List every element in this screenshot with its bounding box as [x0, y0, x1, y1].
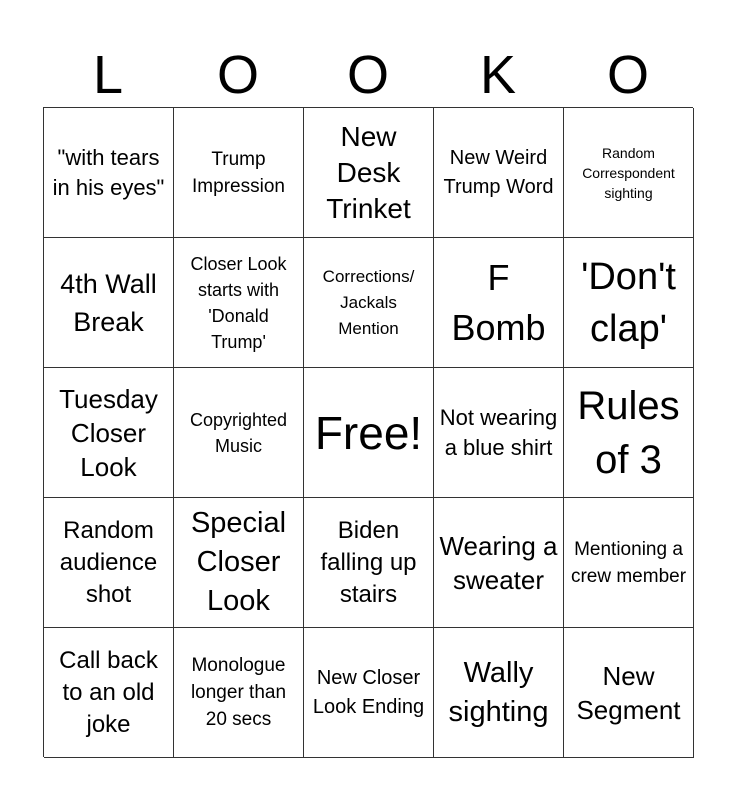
bingo-cell-r2c5[interactable]	[564, 238, 694, 368]
cell-label: 'Don't clap'	[581, 255, 676, 350]
bingo-cell-r4c1[interactable]	[44, 498, 174, 628]
cell-label: Closer Look starts with 'Donald Trump'	[190, 253, 287, 352]
free-space-label: Free!	[314, 406, 423, 459]
bingo-cell-r1c4[interactable]	[434, 108, 564, 238]
bingo-cell-r4c2[interactable]	[174, 498, 304, 628]
cell-label: Corrections/ Jackals Mention	[322, 266, 415, 338]
bingo-cell-r5c4[interactable]	[434, 628, 564, 758]
cell-label: Wearing a sweater	[439, 530, 558, 595]
cell-label: Copyrighted Music	[189, 409, 288, 456]
header-letter-l: L	[92, 45, 124, 105]
bingo-cell-r1c3[interactable]	[304, 108, 434, 238]
bingo-cell-r1c5[interactable]	[564, 108, 694, 238]
header-letter-o-2: O	[346, 45, 389, 105]
header-letter-k: K	[479, 45, 517, 105]
bingo-cell-r2c4[interactable]	[434, 238, 564, 368]
cell-label: Monologue longer than 20 secs	[190, 655, 287, 730]
bingo-cell-r1c2[interactable]	[174, 108, 304, 238]
bingo-header	[43, 42, 693, 108]
bingo-cell-r3c1[interactable]	[44, 368, 174, 498]
cell-label: "with tears in his eyes"	[52, 144, 165, 200]
cell-label: 4th Wall Break	[60, 268, 157, 337]
bingo-cell-r4c3[interactable]	[304, 498, 434, 628]
bingo-cell-r4c4[interactable]	[434, 498, 564, 628]
cell-label: Tuesday Closer Look	[59, 383, 158, 482]
bingo-cell-r1c1[interactable]	[44, 108, 174, 238]
bingo-cell-r4c5[interactable]	[564, 498, 694, 628]
cell-label: Call back to an old joke	[59, 646, 158, 738]
cell-label: Biden falling up stairs	[320, 516, 417, 608]
cell-label: Mentioning a crew member	[570, 538, 687, 587]
bingo-cell-r2c3[interactable]	[304, 238, 434, 368]
cell-label: Wally sighting	[448, 656, 549, 728]
bingo-cell-r3c4[interactable]	[434, 368, 564, 498]
cell-label: New Segment	[576, 660, 681, 725]
cell-label: F Bomb	[451, 256, 546, 348]
bingo-cell-r5c5[interactable]	[564, 628, 694, 758]
bingo-cell-free[interactable]	[304, 368, 434, 498]
cell-label: Random Correspondent sighting	[582, 144, 675, 201]
header-letter-o-3: O	[606, 45, 649, 105]
bingo-cell-r3c2[interactable]	[174, 368, 304, 498]
cell-label: New Closer Look Ending	[312, 666, 425, 718]
cell-label: Trump Impression	[192, 148, 285, 197]
cell-label: Special Closer Look	[190, 507, 287, 617]
cell-label: Not wearing a blue shirt	[439, 404, 558, 460]
cell-label: New Weird Trump Word	[443, 146, 554, 198]
bingo-cell-r5c3[interactable]	[304, 628, 434, 758]
bingo-cell-r5c2[interactable]	[174, 628, 304, 758]
bingo-cell-r5c1[interactable]	[44, 628, 174, 758]
bingo-cell-r2c2[interactable]	[174, 238, 304, 368]
bingo-cell-r2c1[interactable]	[44, 238, 174, 368]
cell-label: Rules of 3	[577, 383, 680, 482]
header-letter-o-1: O	[216, 45, 259, 105]
cell-label: New Desk Trinket	[326, 120, 411, 224]
bingo-board	[43, 107, 693, 757]
cell-label: Random audience shot	[59, 516, 158, 608]
bingo-cell-r3c5[interactable]	[564, 368, 694, 498]
